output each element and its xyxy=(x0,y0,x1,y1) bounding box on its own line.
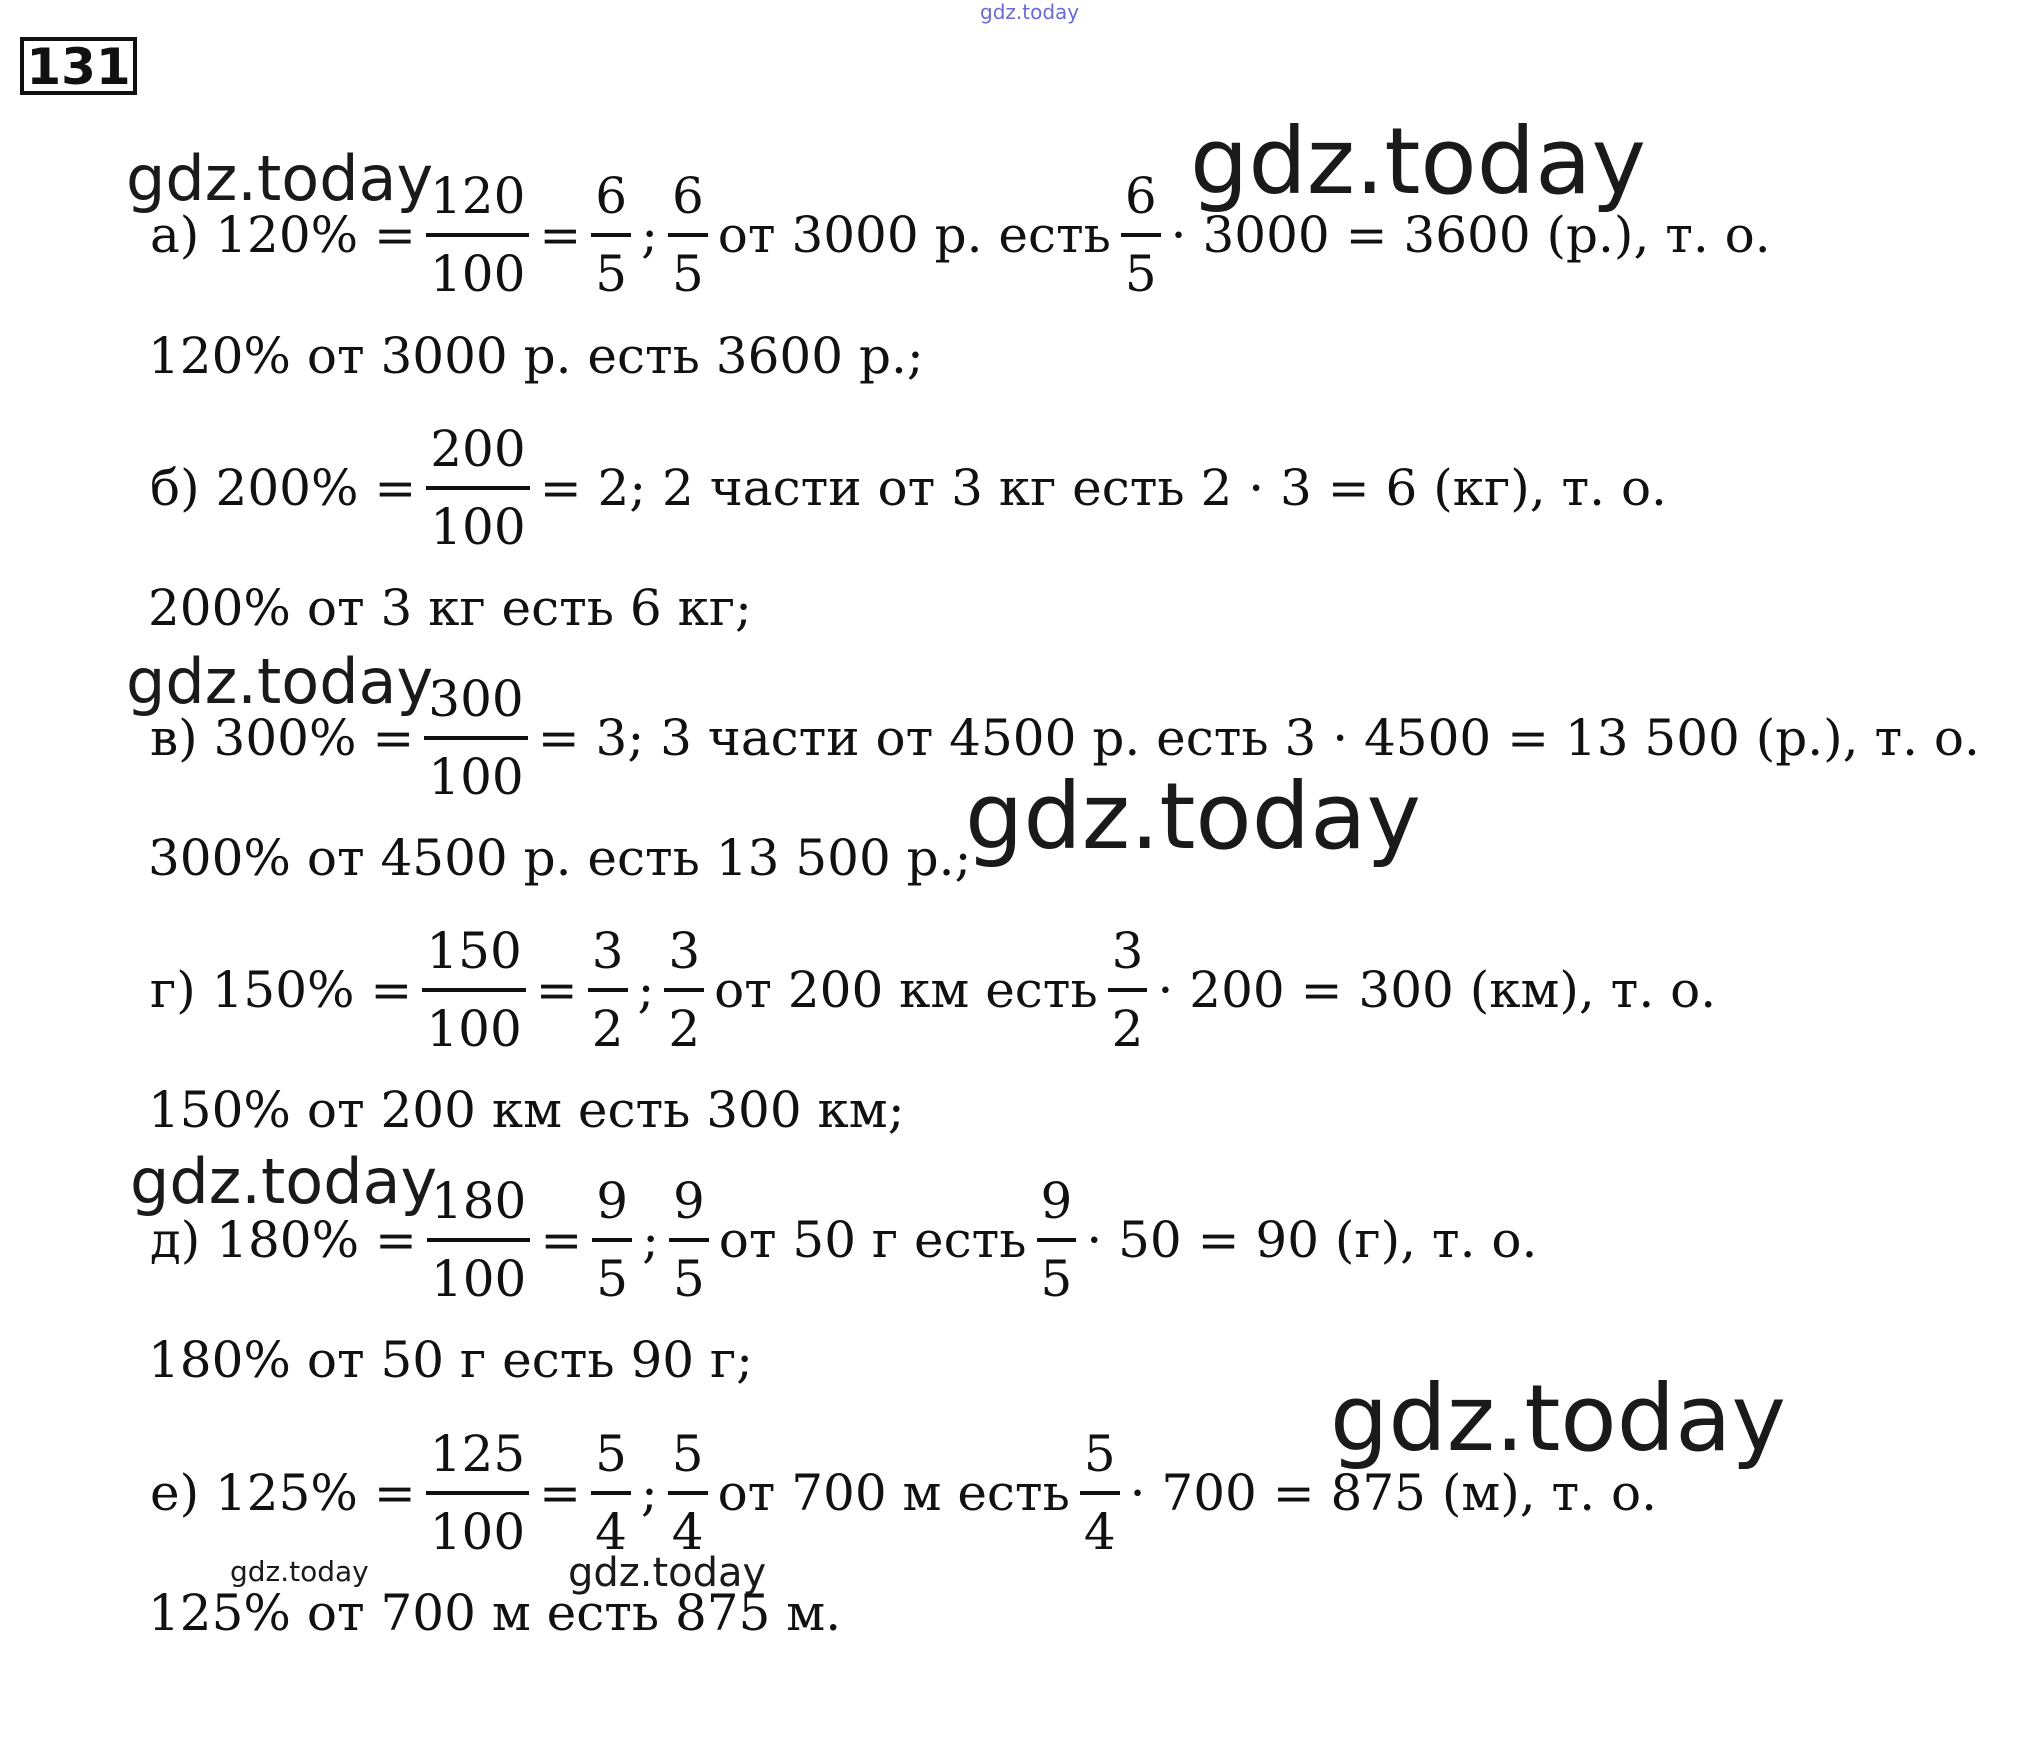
fraction: $\frac{6}{5}$ xyxy=(1121,159,1161,311)
fraction: $\frac{180}{100}$ xyxy=(427,1164,530,1316)
watermark: gdz.today xyxy=(568,1550,767,1596)
fraction: $\frac{9}{5}$ xyxy=(1037,1164,1077,1316)
task-number-box xyxy=(20,37,137,95)
part-label: в) 300% = xyxy=(150,709,415,767)
watermark: gdz.today xyxy=(965,763,1421,870)
fraction: $\frac{9}{5}$ xyxy=(669,1164,709,1316)
part-d-summary: 180% от 50 г есть 90 г; xyxy=(148,1331,754,1389)
fraction: $\frac{150}{100}$ xyxy=(422,914,525,1066)
fraction: $\frac{3}{2}$ xyxy=(1108,914,1148,1066)
watermark: gdz.today xyxy=(126,142,434,215)
watermark: gdz.today xyxy=(1190,108,1646,215)
fraction: $\frac{9}{5}$ xyxy=(592,1164,632,1316)
part-b-summary: 200% от 3 кг есть 6 кг; xyxy=(148,579,752,637)
fraction: $\frac{6}{5}$ xyxy=(591,159,631,311)
part-v-summary: 300% от 4500 р. есть 13 500 р.; xyxy=(148,829,972,887)
part-a-equation: а) 120% = $\frac{120}{100}$ = $\frac{6}{5}$ ; $\frac{6}{5}$ от 3000 р. есть $\frac{6}{5}$ · 3000 = 3600 (р.), т. о. xyxy=(148,145,1773,325)
part-label: е) 125% = xyxy=(150,1464,416,1522)
watermark: gdz.today xyxy=(230,1555,369,1588)
watermark: gdz.today xyxy=(1330,1365,1786,1472)
fraction: $\frac{6}{5}$ xyxy=(668,159,708,311)
part-e-summary: 125% от 700 м есть 875 м. xyxy=(148,1584,842,1642)
fraction: $\frac{5}{4}$ xyxy=(591,1417,631,1569)
part-g-summary: 150% от 200 км есть 300 км; xyxy=(148,1081,905,1139)
fraction: $\frac{300}{100}$ xyxy=(424,662,527,814)
part-e-equation: е) 125% = $\frac{125}{100}$ = $\frac{5}{4}$ ; $\frac{5}{4}$ от 700 м есть $\frac{5}{4}$ · 700 = 875 (м), т. о. xyxy=(148,1403,1659,1583)
watermark-top: gdz.today xyxy=(980,0,1080,24)
fraction: $\frac{3}{2}$ xyxy=(664,914,704,1066)
fraction: $\frac{200}{100}$ xyxy=(426,412,529,564)
fraction: $\frac{3}{2}$ xyxy=(588,914,628,1066)
fraction: $\frac{5}{4}$ xyxy=(1080,1417,1120,1569)
part-label: б) 200% = xyxy=(150,459,417,517)
part-label: д) 180% = xyxy=(150,1211,417,1269)
fraction: $\frac{5}{4}$ xyxy=(668,1417,708,1569)
watermark: gdz.today xyxy=(130,1145,438,1218)
part-b-equation: б) 200% = $\frac{200}{100}$ = 2; 2 части от 3 кг есть 2 · 3 = 6 (кг), т. о. xyxy=(148,398,1669,578)
watermark: gdz.today xyxy=(126,645,434,718)
part-v-equation: в) 300% = $\frac{300}{100}$ = 3; 3 части от 4500 р. есть 3 · 4500 = 13 500 (р.), т. о. xyxy=(148,648,1982,828)
part-label: г) 150% = xyxy=(150,961,413,1019)
part-d-equation: д) 180% = $\frac{180}{100}$ = $\frac{9}{5}$ ; $\frac{9}{5}$ от 50 г есть $\frac{9}{5}$ · 50 = 90 (г), т. о. xyxy=(148,1150,1539,1330)
fraction: $\frac{125}{100}$ xyxy=(426,1417,529,1569)
part-g-equation: г) 150% = $\frac{150}{100}$ = $\frac{3}{2}$ ; $\frac{3}{2}$ от 200 км есть $\frac{3}{2}$ · 200 = 300 (км), т. о. xyxy=(148,900,1718,1080)
part-a-summary: 120% от 3000 р. есть 3600 р.; xyxy=(148,327,924,385)
task-number: 131 xyxy=(26,38,131,96)
fraction: $\frac{120}{100}$ xyxy=(426,159,529,311)
part-label: а) 120% = xyxy=(150,206,416,264)
